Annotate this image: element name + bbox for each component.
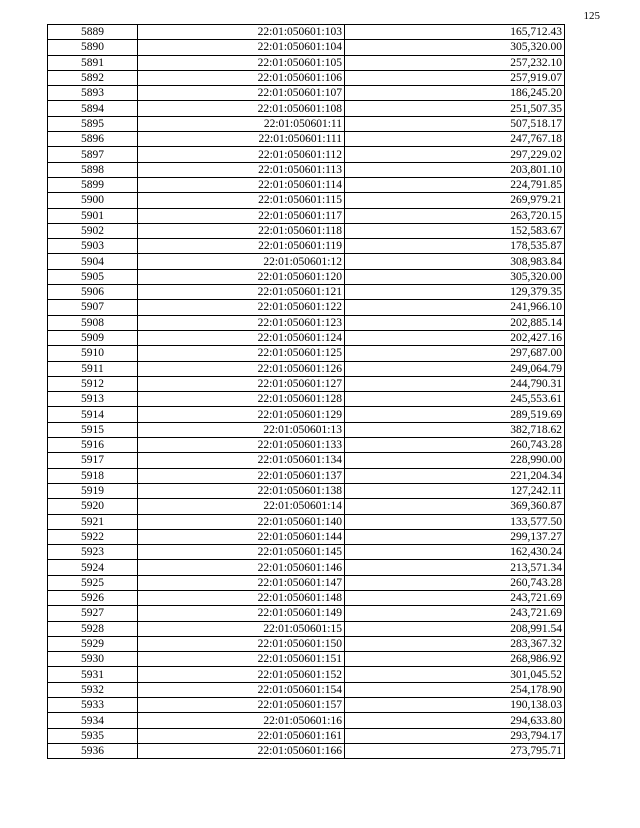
table-row bbox=[48, 590, 565, 605]
table-row bbox=[48, 254, 565, 269]
row-number-cell: 5900 bbox=[48, 193, 138, 208]
table-row bbox=[48, 376, 565, 391]
row-number-cell: 5893 bbox=[48, 86, 138, 101]
amount-cell: 254,178.90 bbox=[345, 682, 565, 697]
amount-cell: 301,045.52 bbox=[345, 667, 565, 682]
cadastral-number-cell: 22:01:050601:107 bbox=[138, 86, 345, 101]
row-number-cell: 5903 bbox=[48, 239, 138, 254]
table-row bbox=[48, 300, 565, 315]
amount-cell: 308,983.84 bbox=[345, 254, 565, 269]
cadastral-number-cell: 22:01:050601:103 bbox=[138, 25, 345, 40]
amount-cell: 297,687.00 bbox=[345, 346, 565, 361]
table-row bbox=[48, 468, 565, 483]
cadastral-number-cell: 22:01:050601:125 bbox=[138, 346, 345, 361]
cadastral-number-cell: 22:01:050601:154 bbox=[138, 682, 345, 697]
amount-cell: 190,138.03 bbox=[345, 698, 565, 713]
table-row bbox=[48, 743, 565, 758]
table-row bbox=[48, 330, 565, 345]
row-number-cell: 5911 bbox=[48, 361, 138, 376]
cadastral-number-cell: 22:01:050601:122 bbox=[138, 300, 345, 315]
cadastral-number-cell: 22:01:050601:126 bbox=[138, 361, 345, 376]
table-row bbox=[48, 667, 565, 682]
row-number-cell: 5914 bbox=[48, 407, 138, 422]
row-number-cell: 5896 bbox=[48, 132, 138, 147]
cadastral-number-cell: 22:01:050601:112 bbox=[138, 147, 345, 162]
cadastral-number-cell: 22:01:050601:111 bbox=[138, 132, 345, 147]
table-row bbox=[48, 698, 565, 713]
amount-cell: 269,979.21 bbox=[345, 193, 565, 208]
row-number-cell: 5907 bbox=[48, 300, 138, 315]
amount-cell: 507,518.17 bbox=[345, 116, 565, 131]
row-number-cell: 5904 bbox=[48, 254, 138, 269]
cadastral-number-cell: 22:01:050601:134 bbox=[138, 453, 345, 468]
cadastral-number-cell: 22:01:050601:150 bbox=[138, 636, 345, 651]
table-row bbox=[48, 636, 565, 651]
cadastral-number-cell: 22:01:050601:104 bbox=[138, 40, 345, 55]
amount-cell: 133,577.50 bbox=[345, 514, 565, 529]
cadastral-number-cell: 22:01:050601:138 bbox=[138, 483, 345, 498]
cadastral-number-cell: 22:01:050601:161 bbox=[138, 728, 345, 743]
table-row bbox=[48, 315, 565, 330]
cadastral-number-cell: 22:01:050601:140 bbox=[138, 514, 345, 529]
row-number-cell: 5918 bbox=[48, 468, 138, 483]
table-row bbox=[48, 86, 565, 101]
amount-cell: 224,791.85 bbox=[345, 177, 565, 192]
table-row bbox=[48, 560, 565, 575]
row-number-cell: 5930 bbox=[48, 652, 138, 667]
table-row bbox=[48, 529, 565, 544]
cadastral-number-cell: 22:01:050601:148 bbox=[138, 590, 345, 605]
amount-cell: 203,801.10 bbox=[345, 162, 565, 177]
table-row bbox=[48, 147, 565, 162]
amount-cell: 228,990.00 bbox=[345, 453, 565, 468]
amount-cell: 243,721.69 bbox=[345, 590, 565, 605]
cadastral-number-cell: 22:01:050601:127 bbox=[138, 376, 345, 391]
cadastral-number-cell: 22:01:050601:144 bbox=[138, 529, 345, 544]
cadastral-number-cell: 22:01:050601:147 bbox=[138, 575, 345, 590]
table-row bbox=[48, 162, 565, 177]
amount-cell: 263,720.15 bbox=[345, 208, 565, 223]
table-row bbox=[48, 422, 565, 437]
cadastral-number-cell: 22:01:050601:108 bbox=[138, 101, 345, 116]
amount-cell: 249,064.79 bbox=[345, 361, 565, 376]
table-row bbox=[48, 621, 565, 636]
row-number-cell: 5908 bbox=[48, 315, 138, 330]
row-number-cell: 5917 bbox=[48, 453, 138, 468]
amount-cell: 245,553.61 bbox=[345, 392, 565, 407]
row-number-cell: 5898 bbox=[48, 162, 138, 177]
row-number-cell: 5925 bbox=[48, 575, 138, 590]
row-number-cell: 5934 bbox=[48, 713, 138, 728]
table-row bbox=[48, 223, 565, 238]
table-row bbox=[48, 514, 565, 529]
amount-cell: 257,919.07 bbox=[345, 70, 565, 85]
row-number-cell: 5926 bbox=[48, 590, 138, 605]
cadastral-number-cell: 22:01:050601:114 bbox=[138, 177, 345, 192]
cadastral-number-cell: 22:01:050601:146 bbox=[138, 560, 345, 575]
amount-cell: 241,966.10 bbox=[345, 300, 565, 315]
amount-cell: 260,743.28 bbox=[345, 575, 565, 590]
table-row bbox=[48, 116, 565, 131]
cadastral-number-cell: 22:01:050601:16 bbox=[138, 713, 345, 728]
table-row bbox=[48, 361, 565, 376]
table-row bbox=[48, 346, 565, 361]
row-number-cell: 5916 bbox=[48, 438, 138, 453]
table-row bbox=[48, 40, 565, 55]
amount-cell: 129,379.35 bbox=[345, 285, 565, 300]
amount-cell: 244,790.31 bbox=[345, 376, 565, 391]
cadastral-number-cell: 22:01:050601:118 bbox=[138, 223, 345, 238]
cadastral-number-cell: 22:01:050601:12 bbox=[138, 254, 345, 269]
table-row bbox=[48, 606, 565, 621]
cadastral-number-cell: 22:01:050601:15 bbox=[138, 621, 345, 636]
cadastral-number-cell: 22:01:050601:113 bbox=[138, 162, 345, 177]
row-number-cell: 5892 bbox=[48, 70, 138, 85]
table-row bbox=[48, 208, 565, 223]
table-row bbox=[48, 70, 565, 85]
row-number-cell: 5935 bbox=[48, 728, 138, 743]
row-number-cell: 5928 bbox=[48, 621, 138, 636]
amount-cell: 202,885.14 bbox=[345, 315, 565, 330]
table-row bbox=[48, 285, 565, 300]
table-row bbox=[48, 407, 565, 422]
row-number-cell: 5894 bbox=[48, 101, 138, 116]
amount-cell: 257,232.10 bbox=[345, 55, 565, 70]
amount-cell: 297,229.02 bbox=[345, 147, 565, 162]
row-number-cell: 5905 bbox=[48, 269, 138, 284]
cadastral-number-cell: 22:01:050601:151 bbox=[138, 652, 345, 667]
cadastral-number-cell: 22:01:050601:152 bbox=[138, 667, 345, 682]
amount-cell: 289,519.69 bbox=[345, 407, 565, 422]
cadastral-number-cell: 22:01:050601:115 bbox=[138, 193, 345, 208]
amount-cell: 162,430.24 bbox=[345, 545, 565, 560]
amount-cell: 221,204.34 bbox=[345, 468, 565, 483]
table-row bbox=[48, 177, 565, 192]
cadastral-number-cell: 22:01:050601:128 bbox=[138, 392, 345, 407]
row-number-cell: 5919 bbox=[48, 483, 138, 498]
row-number-cell: 5927 bbox=[48, 606, 138, 621]
row-number-cell: 5897 bbox=[48, 147, 138, 162]
row-number-cell: 5915 bbox=[48, 422, 138, 437]
table-row bbox=[48, 483, 565, 498]
cadastral-number-cell: 22:01:050601:137 bbox=[138, 468, 345, 483]
table-row bbox=[48, 101, 565, 116]
cadastral-number-cell: 22:01:050601:120 bbox=[138, 269, 345, 284]
table-row bbox=[48, 453, 565, 468]
row-number-cell: 5924 bbox=[48, 560, 138, 575]
table-row bbox=[48, 438, 565, 453]
table-row bbox=[48, 499, 565, 514]
amount-cell: 127,242.11 bbox=[345, 483, 565, 498]
row-number-cell: 5902 bbox=[48, 223, 138, 238]
cadastral-number-cell: 22:01:050601:166 bbox=[138, 743, 345, 758]
row-number-cell: 5929 bbox=[48, 636, 138, 651]
row-number-cell: 5899 bbox=[48, 177, 138, 192]
amount-cell: 247,767.18 bbox=[345, 132, 565, 147]
cadastral-number-cell: 22:01:050601:14 bbox=[138, 499, 345, 514]
amount-cell: 268,986.92 bbox=[345, 652, 565, 667]
row-number-cell: 5906 bbox=[48, 285, 138, 300]
row-number-cell: 5890 bbox=[48, 40, 138, 55]
cadastral-number-cell: 22:01:050601:13 bbox=[138, 422, 345, 437]
row-number-cell: 5921 bbox=[48, 514, 138, 529]
amount-cell: 152,583.67 bbox=[345, 223, 565, 238]
table-row bbox=[48, 713, 565, 728]
amount-cell: 305,320.00 bbox=[345, 269, 565, 284]
cadastral-number-cell: 22:01:050601:106 bbox=[138, 70, 345, 85]
amount-cell: 305,320.00 bbox=[345, 40, 565, 55]
cadastral-number-cell: 22:01:050601:121 bbox=[138, 285, 345, 300]
table-row bbox=[48, 545, 565, 560]
cadastral-number-cell: 22:01:050601:149 bbox=[138, 606, 345, 621]
table-row bbox=[48, 193, 565, 208]
table-row bbox=[48, 728, 565, 743]
amount-cell: 260,743.28 bbox=[345, 438, 565, 453]
amount-cell: 369,360.87 bbox=[345, 499, 565, 514]
cadastral-number-cell: 22:01:050601:119 bbox=[138, 239, 345, 254]
cadastral-number-cell: 22:01:050601:117 bbox=[138, 208, 345, 223]
amount-cell: 299,137.27 bbox=[345, 529, 565, 544]
amount-cell: 283,367.32 bbox=[345, 636, 565, 651]
row-number-cell: 5922 bbox=[48, 529, 138, 544]
cadastral-number-cell: 22:01:050601:157 bbox=[138, 698, 345, 713]
row-number-cell: 5920 bbox=[48, 499, 138, 514]
cadastral-number-cell: 22:01:050601:145 bbox=[138, 545, 345, 560]
cadastral-number-cell: 22:01:050601:129 bbox=[138, 407, 345, 422]
table-row bbox=[48, 132, 565, 147]
table-row bbox=[48, 682, 565, 697]
row-number-cell: 5933 bbox=[48, 698, 138, 713]
table-body bbox=[48, 25, 565, 759]
row-number-cell: 5895 bbox=[48, 116, 138, 131]
page-number: 125 bbox=[583, 10, 600, 22]
cadastral-number-cell: 22:01:050601:124 bbox=[138, 330, 345, 345]
amount-cell: 186,245.20 bbox=[345, 86, 565, 101]
row-number-cell: 5891 bbox=[48, 55, 138, 70]
amount-cell: 273,795.71 bbox=[345, 743, 565, 758]
row-number-cell: 5932 bbox=[48, 682, 138, 697]
table-row bbox=[48, 575, 565, 590]
row-number-cell: 5909 bbox=[48, 330, 138, 345]
data-table bbox=[47, 24, 565, 759]
amount-cell: 202,427.16 bbox=[345, 330, 565, 345]
table-row bbox=[48, 55, 565, 70]
table-row bbox=[48, 652, 565, 667]
row-number-cell: 5931 bbox=[48, 667, 138, 682]
row-number-cell: 5923 bbox=[48, 545, 138, 560]
amount-cell: 294,633.80 bbox=[345, 713, 565, 728]
cadastral-number-cell: 22:01:050601:11 bbox=[138, 116, 345, 131]
amount-cell: 243,721.69 bbox=[345, 606, 565, 621]
row-number-cell: 5936 bbox=[48, 743, 138, 758]
row-number-cell: 5910 bbox=[48, 346, 138, 361]
amount-cell: 293,794.17 bbox=[345, 728, 565, 743]
amount-cell: 208,991.54 bbox=[345, 621, 565, 636]
row-number-cell: 5901 bbox=[48, 208, 138, 223]
amount-cell: 213,571.34 bbox=[345, 560, 565, 575]
table-row bbox=[48, 392, 565, 407]
row-number-cell: 5912 bbox=[48, 376, 138, 391]
row-number-cell: 5889 bbox=[48, 25, 138, 40]
amount-cell: 251,507.35 bbox=[345, 101, 565, 116]
amount-cell: 178,535.87 bbox=[345, 239, 565, 254]
cadastral-number-cell: 22:01:050601:133 bbox=[138, 438, 345, 453]
amount-cell: 382,718.62 bbox=[345, 422, 565, 437]
table-row bbox=[48, 25, 565, 40]
table-row bbox=[48, 269, 565, 284]
table-row bbox=[48, 239, 565, 254]
amount-cell: 165,712.43 bbox=[345, 25, 565, 40]
cadastral-number-cell: 22:01:050601:123 bbox=[138, 315, 345, 330]
row-number-cell: 5913 bbox=[48, 392, 138, 407]
cadastral-number-cell: 22:01:050601:105 bbox=[138, 55, 345, 70]
